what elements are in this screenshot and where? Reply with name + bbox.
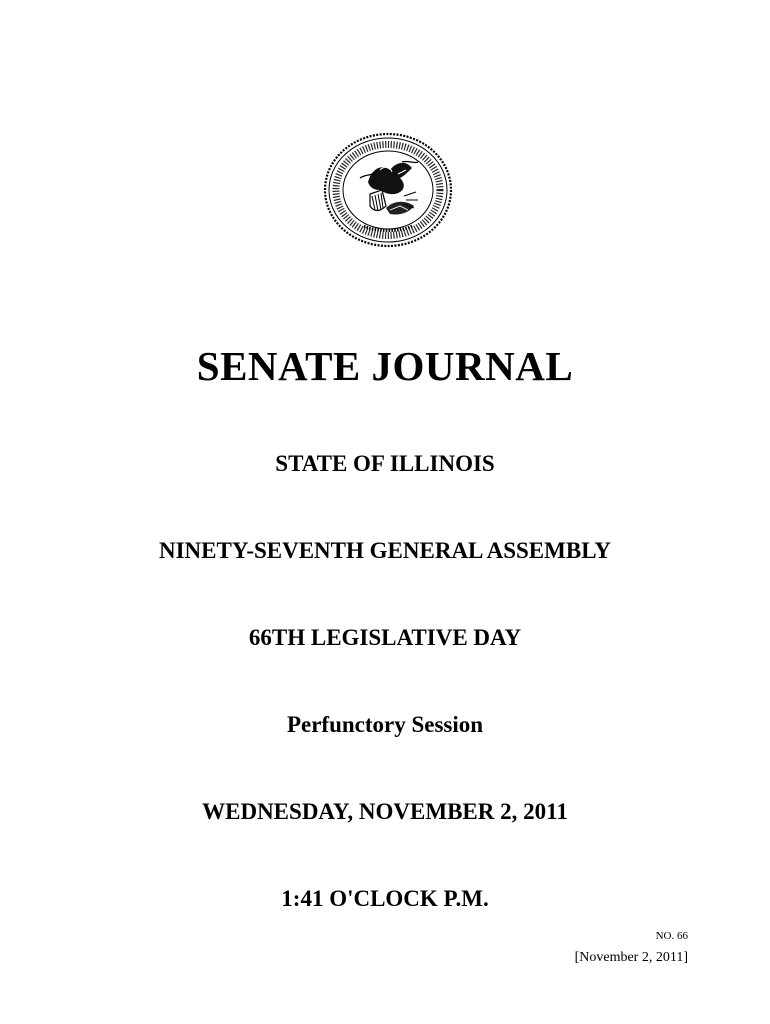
page-title: SENATE JOURNAL [196,343,574,389]
legislative-day-heading: 66TH LEGISLATIVE DAY [248,625,522,650]
date-heading: WEDNESDAY, NOVEMBER 2, 2011 [202,799,568,824]
time-heading: 1:41 O'CLOCK P.M. [281,886,489,911]
state-seal-icon [320,130,456,250]
state-heading: STATE OF ILLINOIS [275,451,495,476]
assembly-heading: NINETY-SEVENTH GENERAL ASSEMBLY [158,538,612,563]
session-heading: Perfunctory Session [286,712,484,737]
bracket-date: [November 2, 2011] [574,950,688,965]
journal-number: NO. 66 [655,930,688,942]
